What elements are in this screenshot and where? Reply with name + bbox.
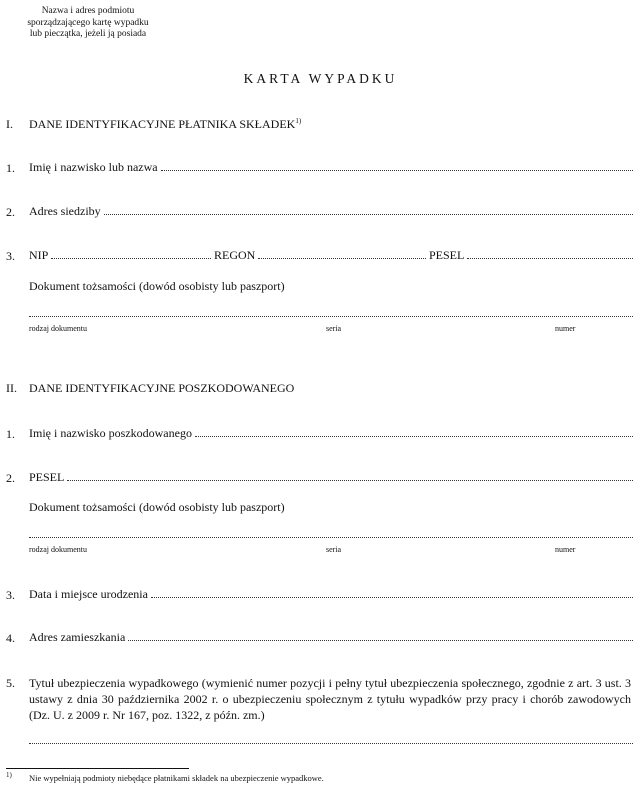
stamp-line: lub pieczątka, jeżeli ją posiada [29,29,147,39]
insurance-title-instructions: Tytuł ubezpieczenia wypadkowego (wymienić numer pozycji i pełny tytuł ubezpieczenia społecznego, zgodnie z art. 3 ust. 3 ustawy z dnia 30 października 2002 r. o ubezpieczeniu społecznym z tytułu wypadków przy pracy i chorób zawodowych (Dz. U. z 2009 r. Nr 167, poz. 1322, z późn. zm.) [29,676,631,722]
insurance-title-fill-line[interactable] [29,743,633,744]
document-type-caption: rodzaj dokumentu [29,545,87,554]
payer-name-field[interactable] [29,159,633,175]
section-number: II. [6,381,17,395]
section-heading [29,117,301,132]
field-label: NIP [29,248,49,262]
page-title: KARTA WYPADKU [243,71,398,86]
section-heading: DANE IDENTYFIKACYJNE POSZKODOWANEGO [29,381,295,395]
fill-line[interactable] [128,629,633,641]
fill-line[interactable] [51,247,211,259]
fill-line[interactable] [161,159,633,171]
document-type-caption: rodzaj dokumentu [29,324,87,333]
stamp-line: Nazwa i adres podmiotu [41,6,135,16]
item-number: 1. [6,427,15,441]
item-number: 2. [6,205,15,219]
document-fill-line[interactable] [29,316,633,317]
document-fill-line[interactable] [29,537,633,538]
birth-date-place-field[interactable] [29,586,633,602]
section-number: I. [6,117,13,131]
stamp-caption [18,6,158,41]
field-label: PESEL [29,470,65,484]
stamp-line: sporządzającego kartę wypadku [27,17,149,28]
regon-field[interactable] [214,247,426,263]
field-label: Imię i nazwisko lub nazwa [29,160,158,174]
field-label: Adres zamieszkania [29,630,126,644]
document-label: Dokument tożsamości (dowód osobisty lub paszport) [29,500,285,514]
item-number: 1. [6,161,15,175]
nip-field[interactable] [29,247,211,263]
footnote-reference: 1) [295,117,302,125]
fill-line[interactable] [151,586,633,598]
residence-address-field[interactable] [29,629,633,645]
document-label: Dokument tożsamości (dowód osobisty lub paszport) [29,279,285,293]
field-label: Imię i nazwisko poszkodowanego [29,426,192,440]
field-label: Adres siedziby [29,204,101,218]
item-number: 4. [6,631,15,645]
field-label: REGON [214,248,256,262]
item-number: 3. [6,588,15,602]
fill-line[interactable] [258,247,426,259]
document-series-caption: seria [326,545,342,554]
document-number-caption: numer [555,545,576,554]
footnote-divider [6,768,189,769]
item-number: 2. [6,471,15,485]
document-series-caption: seria [326,324,342,333]
field-label: PESEL [429,248,465,262]
document-number-caption: numer [555,324,576,333]
fill-line[interactable] [104,203,633,215]
injured-pesel-field[interactable] [29,469,633,485]
payer-address-field[interactable] [29,203,633,219]
fill-line[interactable] [195,425,633,437]
item-number: 3. [6,249,15,263]
footnote-mark: 1) [6,771,12,779]
fill-line[interactable] [67,469,633,481]
item-number: 5. [6,676,15,690]
section-heading-text: DANE IDENTYFIKACYJNE PŁATNIKA SKŁADEK [29,117,296,131]
field-label: Data i miejsce urodzenia [29,587,148,601]
footnote-text: Nie wypełniają podmioty niebędące płatnikami składek na ubezpieczenie wypadkowe. [29,773,324,783]
injured-name-field[interactable] [29,425,633,441]
pesel-field[interactable] [429,247,633,263]
fill-line[interactable] [467,247,633,259]
